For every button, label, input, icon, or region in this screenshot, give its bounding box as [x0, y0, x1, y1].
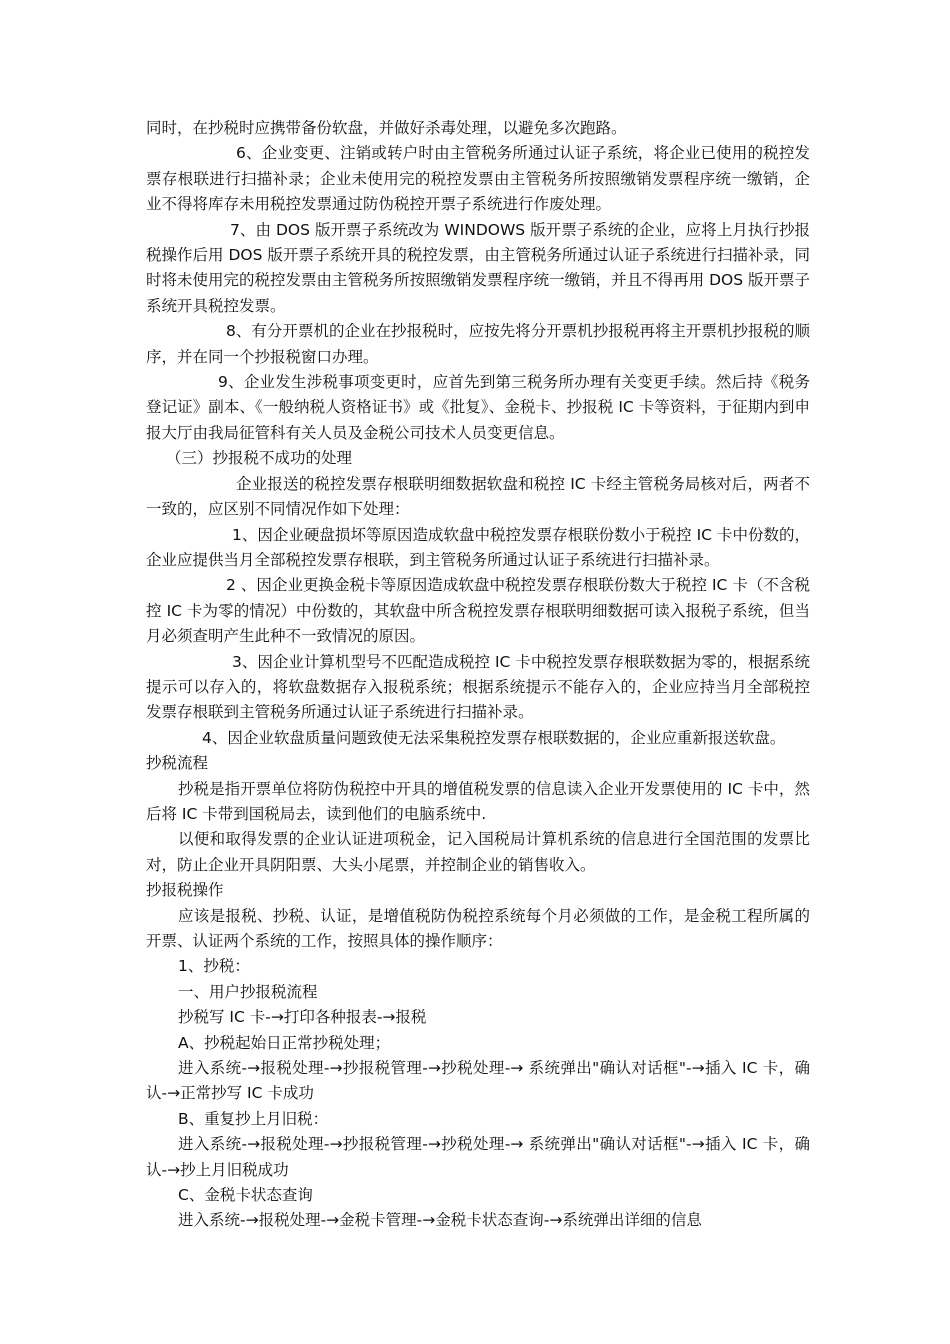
paragraph-continuation: 同时，在抄税时应携带备份软盘，并做好杀毒处理，以避免多次跑路。 — [146, 119, 627, 137]
step-b-heading: B、重复抄上月旧税： — [178, 1109, 329, 1128]
paragraph-item-9: 9、企业发生涉税事项变更时，应首先到第三税务所办理有关变更手续。然后持《税务登记证》副本、《一般纳税人资格证书》或《批复》、金税卡、抄报税 IC 卡等资料，于征期内到申报大厅由我局征管科有关人员及金税公司技术人员变更信息。 — [146, 373, 810, 442]
paragraph-item-6: 6、企业变更、注销或转户时由主管税务所通过认证子系统，将企业已使用的税控发票存根联进行扫描补录；企业未使用完的税控发票由主管税务所按照缴销发票程序统一缴销，企业不得将库存未用税控发票通过防伪税控开票子系统进行作废处理。 — [146, 144, 810, 214]
flow-summary: 抄税写 IC 卡-→打印各种报表-→报税 — [178, 1008, 427, 1027]
paragraph-item-7: 7、由 DOS 版开票子系统改为 WINDOWS 版开票子系统的企业，应将上月执行抄报税操作后用 DOS 版开票子系统开具的税控发票，由主管税务所通过认证子系统进行扫描补录，同时将未使用完的税控发票由主管税务所按照缴销发票程序统一缴销，并且不得再用 DOS 版开票子系统开具税控发票。 — [146, 220, 810, 315]
paragraph-case-2: 2 、因企业更换金税卡等原因造成软盘中税控发票存根联份数大于税控 IC 卡（不含税控 IC 卡为零的情况）中份数的，其软盘中所含税控发票存根联明细数据可读入报税子系统，但当月必须查明产生此种不一致情况的原因。 — [146, 576, 810, 646]
paragraph-case-3: 3、因企业计算机型号不匹配造成税控 IC 卡中税控发票存根联数据为零的，根据系统提示可以存入的，将软盘数据存入报税系统；根据系统提示不能存入的，企业应持当月全部税控发票存根联到主管税务所通过认证子系统进行扫描补录。 — [146, 652, 810, 722]
paragraph-case-1: 1、因企业硬盘损坏等原因造成软盘中税控发票存根联份数小于税控 IC 卡中份数的，企业应提供当月全部税控发票存根联，到主管税务所通过认证子系统进行扫描补录。 — [146, 525, 810, 569]
heading-copy-report-op: 抄报税操作 — [146, 881, 224, 900]
section-heading-3: （三）抄报税不成功的处理 — [166, 449, 353, 468]
list-item-copy-tax: 1、抄税： — [178, 957, 250, 976]
step-c-flow: 进入系统-→报税处理-→金税卡管理-→金税卡状态查询-→系统弹出详细的信息 — [178, 1211, 702, 1230]
document-body — [146, 116, 810, 1234]
paragraph-item-8: 8、有分开票机的企业在抄报税时，应按先将分开票机抄报税再将主开票机抄报税的顺序，并在同一个抄报税窗口办理。 — [146, 322, 810, 366]
step-a-heading: A、抄税起始日正常抄税处理； — [178, 1033, 391, 1052]
paragraph-copy-tax-def: 抄税是指开票单位将防伪税控中开具的增值税发票的信息读入企业开发票使用的 IC 卡中，然后将 IC 卡带到国税局去，读到他们的电脑系统中. — [146, 779, 810, 823]
paragraph-copy-tax-purpose: 以便和取得发票的企业认证进项税金，记入国税局计算机系统的信息进行全国范围的发票比对，防止企业开具阴阳票、大头小尾票，并控制企业的销售收入。 — [146, 830, 810, 874]
step-a-flow: 进入系统-→报税处理-→抄报税管理-→抄税处理-→ 系统弹出"确认对话框"-→插入 IC 卡，确认-→正常抄写 IC 卡成功 — [146, 1059, 810, 1103]
heading-copy-tax-flow: 抄税流程 — [146, 754, 209, 773]
paragraph-op-intro: 应该是报税、抄税、认证，是增值税防伪税控系统每个月必须做的工作，是金税工程所属的开票、认证两个系统的工作，按照具体的操作顺序： — [146, 906, 810, 950]
step-b-flow: 进入系统-→报税处理-→抄报税管理-→抄税处理-→ 系统弹出"确认对话框"-→插入 IC 卡，确认-→抄上月旧税成功 — [146, 1135, 810, 1179]
paragraph-intro: 企业报送的税控发票存根联明细数据软盘和税控 IC 卡经主管税务局核对后，两者不一致的，应区别不同情况作如下处理： — [146, 474, 810, 519]
step-c-heading: C、金税卡状态查询 — [178, 1186, 313, 1205]
paragraph-case-4: 4、因企业软盘质量问题致使无法采集税控发票存根联数据的，企业应重新报送软盘。 — [202, 728, 786, 747]
subheading-user-flow: 一、用户抄报税流程 — [178, 982, 318, 1001]
